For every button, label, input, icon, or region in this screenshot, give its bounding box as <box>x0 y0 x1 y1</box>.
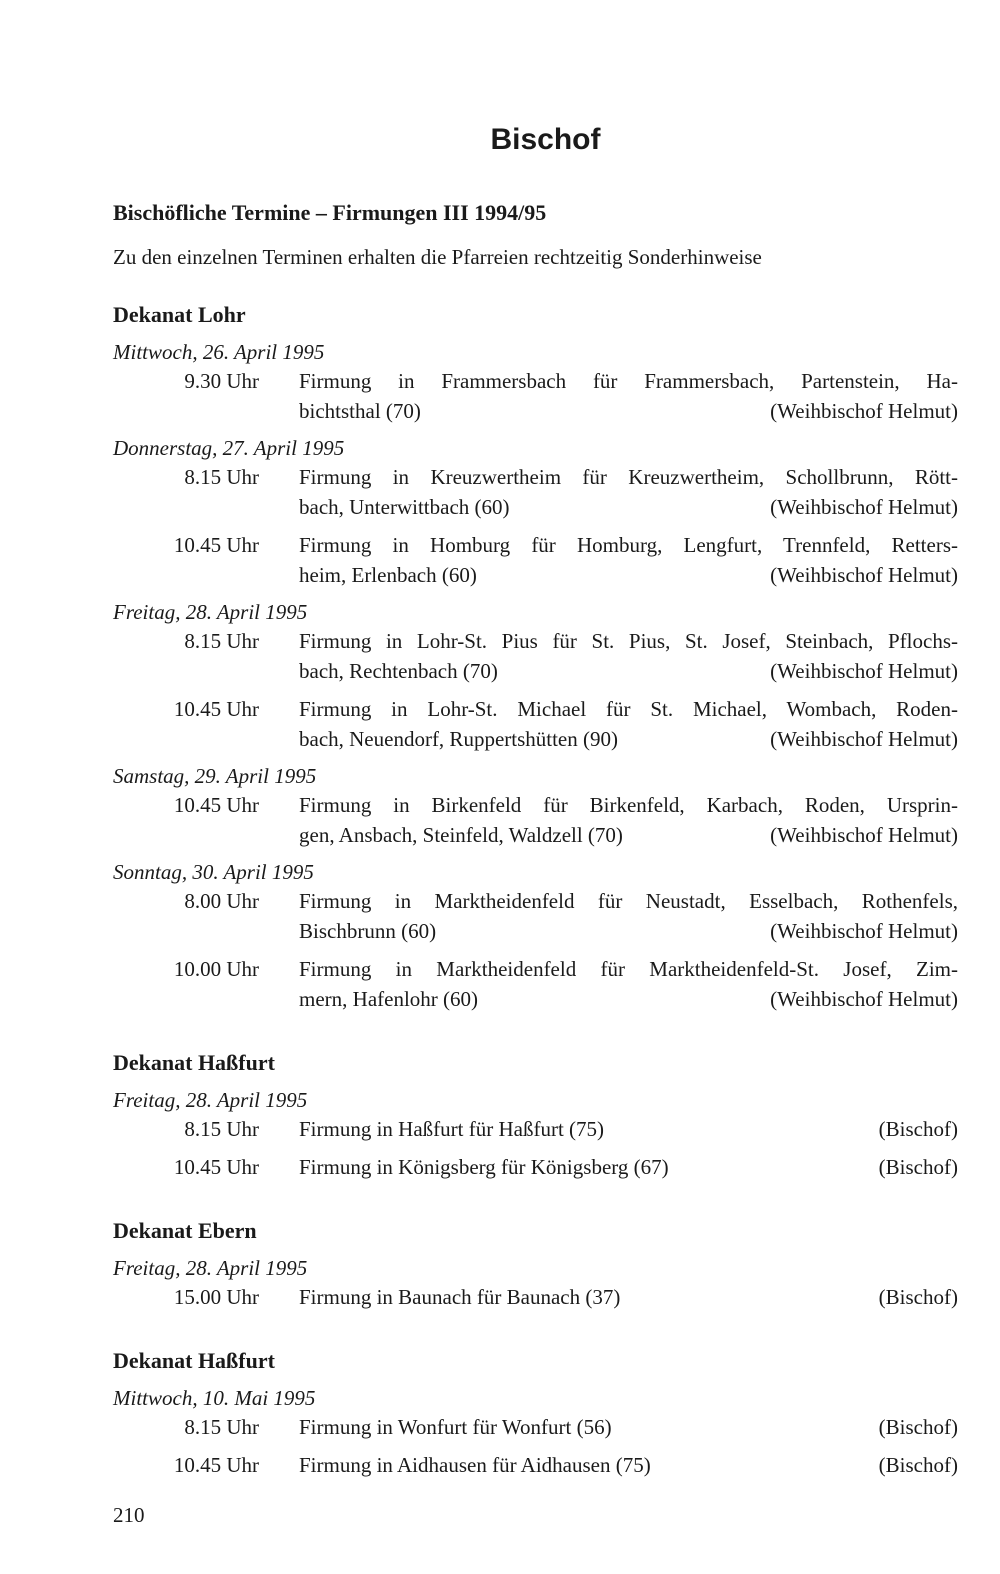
entry-line: Firmung in Lohr-St. Michael für St. Michael, Wombach, Roden- <box>299 697 958 721</box>
entry-line-last <box>299 984 958 1014</box>
schedule-entry <box>113 954 958 1014</box>
entry-line: Firmung in Haßfurt für Haßfurt (75) <box>299 1117 605 1141</box>
entry-time-text: 8.15 Uhr <box>184 465 259 489</box>
dekanat-heading: Dekanat Haßfurt <box>113 1348 275 1373</box>
entry-officiant: (Weihbischof Helmut) <box>770 495 958 519</box>
entry-time <box>113 366 259 426</box>
intro-text: Zu den einzelnen Terminen erhalten die Pfarreien rechtzeitig Sonderhinweise <box>113 245 762 269</box>
entry-officiant: (Weihbischof Helmut) <box>770 727 958 751</box>
entry-time <box>113 694 259 754</box>
entry-line: mern, Hafenlohr (60) <box>299 987 479 1011</box>
entry-line-last <box>299 1450 958 1480</box>
entry-time-text: 15.00 Uhr <box>173 1285 259 1309</box>
entry-line: bach, Neuendorf, Ruppertshütten (90) <box>299 727 618 751</box>
dekanat-heading: Dekanat Haßfurt <box>113 1050 275 1075</box>
schedule-entry <box>113 626 958 686</box>
entry-line: Firmung in Baunach für Baunach (37) <box>299 1285 621 1309</box>
entry-line: bichtsthal (70) <box>299 399 421 423</box>
entry-line: Bischbrunn (60) <box>299 919 437 943</box>
schedule-entry <box>113 366 958 426</box>
day-heading: Freitag, 28. April 1995 <box>113 600 308 624</box>
entry-description <box>259 954 958 1014</box>
day-heading: Mittwoch, 26. April 1995 <box>113 340 325 364</box>
schedule-entry <box>113 530 958 590</box>
entry-officiant: (Bischof) <box>878 1453 958 1477</box>
entry-time <box>113 1450 259 1480</box>
entry-officiant: (Bischof) <box>878 1155 958 1179</box>
entry-line-last <box>299 492 958 522</box>
schedule-entry <box>113 1450 958 1480</box>
entry-time-text: 9.30 Uhr <box>184 369 259 393</box>
entry-line: Firmung in Homburg für Homburg, Lengfurt, Trennfeld, Retters- <box>299 533 958 557</box>
day-heading: Mittwoch, 10. Mai 1995 <box>113 1386 316 1410</box>
day-heading: Freitag, 28. April 1995 <box>113 1088 308 1112</box>
entry-time <box>113 530 259 590</box>
day-heading: Samstag, 29. April 1995 <box>113 764 317 788</box>
entry-officiant: (Bischof) <box>878 1285 958 1309</box>
schedule-entry <box>113 790 958 850</box>
entry-time-text: 10.45 Uhr <box>173 697 259 721</box>
entry-line: gen, Ansbach, Steinfeld, Waldzell (70) <box>299 823 623 847</box>
entry-line-last <box>299 1152 958 1182</box>
entry-line: heim, Erlenbach (60) <box>299 563 477 587</box>
entry-officiant: (Weihbischof Helmut) <box>770 659 958 683</box>
entry-description <box>259 694 958 754</box>
entry-line: Firmung in Frammersbach für Frammersbach, Partenstein, Ha- <box>299 369 958 393</box>
schedule-entry <box>113 1412 958 1442</box>
entry-line-last <box>299 396 958 426</box>
entry-line-last <box>299 1114 958 1144</box>
entry-officiant: (Bischof) <box>878 1117 958 1141</box>
entry-officiant: (Bischof) <box>878 1415 958 1439</box>
entry-time-text: 8.15 Uhr <box>184 1415 259 1439</box>
entry-time-text: 8.15 Uhr <box>184 629 259 653</box>
entry-description <box>259 1282 958 1312</box>
entry-description <box>259 462 958 522</box>
entry-time <box>113 790 259 850</box>
document-page <box>113 0 958 1480</box>
entry-time-text: 10.00 Uhr <box>173 957 259 981</box>
entry-line-last <box>299 560 958 590</box>
entry-officiant: (Weihbischof Helmut) <box>770 399 958 423</box>
entry-time <box>113 462 259 522</box>
entry-officiant: (Weihbischof Helmut) <box>770 563 958 587</box>
entry-line: Firmung in Königsberg für Königsberg (67) <box>299 1155 669 1179</box>
page-header: Bischof <box>490 123 601 156</box>
entry-line-last <box>299 1412 958 1442</box>
entry-description <box>259 790 958 850</box>
entry-line-last <box>299 1282 958 1312</box>
entry-description <box>259 1152 958 1182</box>
entry-description <box>259 530 958 590</box>
day-heading: Donnerstag, 27. April 1995 <box>113 436 345 460</box>
schedule-entry <box>113 1152 958 1182</box>
entry-line: bach, Unterwittbach (60) <box>299 495 510 519</box>
entry-time-text: 10.45 Uhr <box>173 1453 259 1477</box>
entry-description <box>259 626 958 686</box>
dekanat-heading: Dekanat Lohr <box>113 302 246 327</box>
entry-officiant: (Weihbischof Helmut) <box>770 919 958 943</box>
schedule-entry <box>113 694 958 754</box>
schedule-entry <box>113 462 958 522</box>
entry-description <box>259 1412 958 1442</box>
entry-line: bach, Rechtenbach (70) <box>299 659 498 683</box>
entry-time <box>113 1412 259 1442</box>
entry-line-last <box>299 916 958 946</box>
entry-time-text: 10.45 Uhr <box>173 533 259 557</box>
entry-description <box>259 886 958 946</box>
entry-time-text: 8.00 Uhr <box>184 889 259 913</box>
entry-line-last <box>299 820 958 850</box>
entry-line: Firmung in Kreuzwertheim für Kreuzwertheim, Schollbrunn, Rött- <box>299 465 958 489</box>
entry-line-last <box>299 656 958 686</box>
entry-line: Firmung in Marktheidenfeld für Marktheidenfeld-St. Josef, Zim- <box>299 957 958 981</box>
dekanat-heading: Dekanat Ebern <box>113 1218 257 1243</box>
schedule-entry <box>113 1114 958 1144</box>
document-title: Bischöfliche Termine – Firmungen III 1994/95 <box>113 200 547 225</box>
entry-line: Firmung in Birkenfeld für Birkenfeld, Karbach, Roden, Ursprin- <box>299 793 958 817</box>
entry-line: Firmung in Wonfurt für Wonfurt (56) <box>299 1415 612 1439</box>
entry-line-last <box>299 724 958 754</box>
entry-description <box>259 1450 958 1480</box>
entry-line: Firmung in Lohr-St. Pius für St. Pius, St. Josef, Steinbach, Pflochs- <box>299 629 958 653</box>
entry-time <box>113 886 259 946</box>
entry-time <box>113 1152 259 1182</box>
entry-officiant: (Weihbischof Helmut) <box>770 987 958 1011</box>
entry-time <box>113 1114 259 1144</box>
day-heading: Sonntag, 30. April 1995 <box>113 860 314 884</box>
entry-officiant: (Weihbischof Helmut) <box>770 823 958 847</box>
schedule <box>113 300 958 1480</box>
entry-line: Firmung in Marktheidenfeld für Neustadt, Esselbach, Rothenfels, <box>299 889 958 913</box>
entry-time <box>113 1282 259 1312</box>
entry-line: Firmung in Aidhausen für Aidhausen (75) <box>299 1453 651 1477</box>
entry-time <box>113 626 259 686</box>
entry-time-text: 8.15 Uhr <box>184 1117 259 1141</box>
schedule-entry <box>113 1282 958 1312</box>
entry-time-text: 10.45 Uhr <box>173 793 259 817</box>
page-number: 210 <box>113 1503 145 1527</box>
entry-time <box>113 954 259 1014</box>
entry-description <box>259 366 958 426</box>
entry-time-text: 10.45 Uhr <box>173 1155 259 1179</box>
day-heading: Freitag, 28. April 1995 <box>113 1256 308 1280</box>
entry-description <box>259 1114 958 1144</box>
schedule-entry <box>113 886 958 946</box>
